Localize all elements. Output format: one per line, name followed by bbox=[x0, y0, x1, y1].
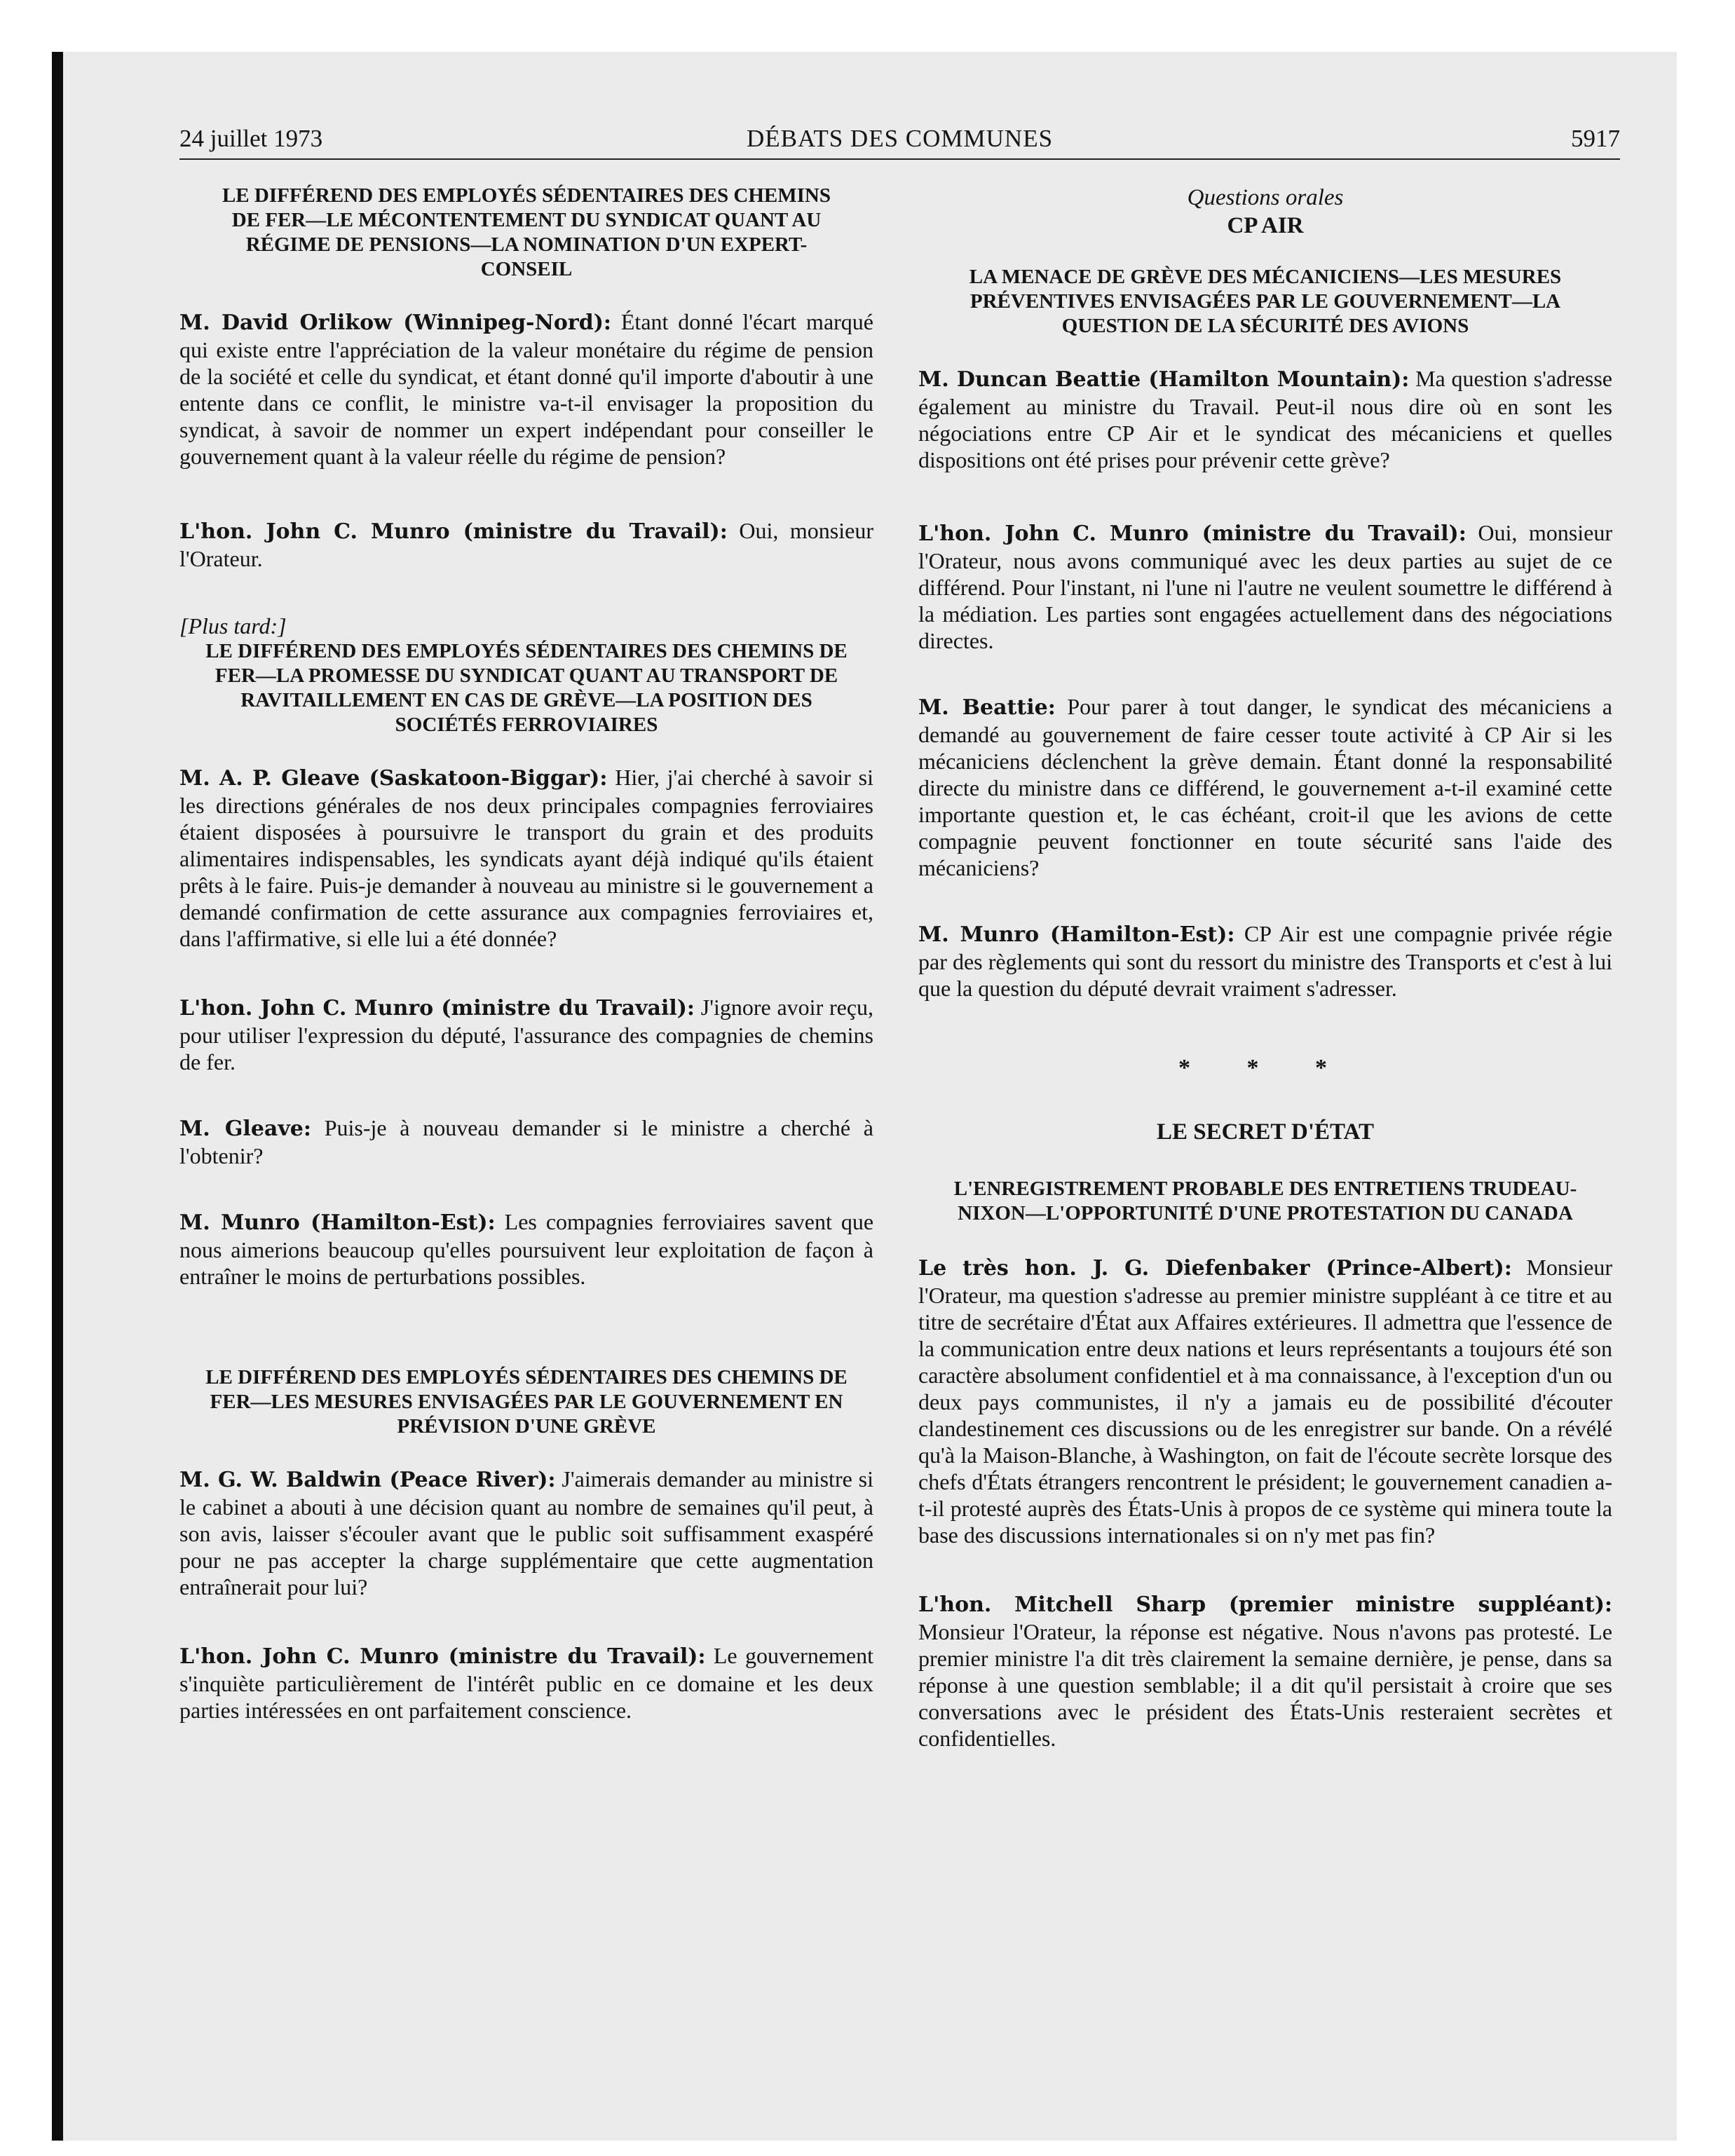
paragraph-text: Ma question s'adresse également au ministre du Travail. Peut-il nous dire où en sont les négociations entre CP Air et le syndicat des mécaniciens et quelles dispositions ont été prises pour prévenir cette grève? bbox=[918, 366, 1612, 472]
later-note: [Plus tard:] bbox=[179, 613, 287, 639]
section-separator: * * * bbox=[1178, 1055, 1352, 1081]
speaker-name: L'hon. John C. Munro (ministre du Travail): bbox=[179, 996, 695, 1021]
question-paragraph bbox=[918, 365, 1612, 473]
speaker-name: Le très hon. J. G. Diefenbaker (Prince-Albert): bbox=[918, 1256, 1512, 1281]
question-paragraph bbox=[179, 1466, 873, 1600]
answer-paragraph bbox=[179, 1208, 873, 1290]
section-title: CP AIR bbox=[1227, 213, 1304, 238]
paragraph-text: J'aimerais demander au ministre si le cabinet a abouti à une décision quant au nombre de semaines qu'il peut, à son avis, laisser s'écouler avant que le public soit suffisamment exaspéré pour ne pas accepter la charge supplémentaire que cette augmentation entraînerait pour lui? bbox=[179, 1466, 874, 1599]
answer-paragraph bbox=[918, 920, 1612, 1002]
answer-paragraph bbox=[179, 517, 873, 572]
speaker-name: M. A. P. Gleave (Saskatoon-Biggar): bbox=[179, 766, 608, 791]
paragraph-text: Le gouvernement s'inquiète particulièrement de l'intérêt public en ce domaine et les deux parties intéressées en ont parfaitement conscience. bbox=[179, 1643, 873, 1723]
speaker-name: M. David Orlikow (Winnipeg-Nord): bbox=[179, 311, 611, 335]
header-publication: DÉBATS DES COMMUNES bbox=[746, 125, 1054, 152]
speaker-name: M. Munro (Hamilton-Est): bbox=[918, 922, 1235, 947]
answer-paragraph bbox=[918, 519, 1612, 654]
speaker-name: M. Beattie: bbox=[918, 695, 1056, 720]
paragraph-text: Les compagnies ferroviaires savent que nous aimerions beaucoup qu'elles poursuivent leur exploitation de façon à entraîner le moins de perturbations possibles. bbox=[179, 1209, 874, 1289]
answer-paragraph bbox=[179, 994, 873, 1075]
paragraph-text: Pour parer à tout danger, le syndicat des mécaniciens a demandé au gouvernement de faire cesser toute activité à CP Air si les mécaniciens déclenchent la grève demain. Étant donné la responsabilité directe du ministre dans ce différend, le gouvernement a-t-il examiné cette importante question et, le cas échéant, croit-il que les avions de cette compagnie peuvent fonctionner en toute sécurité sans l'aide des mécaniciens? bbox=[918, 694, 1613, 880]
question-paragraph bbox=[918, 693, 1612, 881]
question-paragraph bbox=[918, 1254, 1612, 1548]
paragraph-text: Monsieur l'Orateur, ma question s'adresse au premier ministre suppléant à ce titre et au titre de secrétaire d'État aux Affaires extérieures. Il admettra que l'essence de la communication entre deux nations et leurs représentants a toujours été son caractère absolument confidentiel et à ma connaissance, à l'exception d'un ou deux pays communistes, il n'y a jamais eu de possibilité d'écouter clandestinement ces discussions ou de les enregistrer sur bande. On a révélé qu'à la Maison-Blanche, à Washington, on fait de l'écoute secrète lorsque des chefs d'États étrangers rencontrent le président; le gouvernement canadien a-t-il protesté auprès des États-Unis à propos de ce système qui minera toute la base des discussions internationales si on n'y met pas fin? bbox=[918, 1255, 1612, 1548]
left-column bbox=[179, 184, 873, 1724]
speaker-name: L'hon. John C. Munro (ministre du Travail): bbox=[179, 519, 728, 544]
section-title: LE SECRET D'ÉTAT bbox=[1157, 1119, 1374, 1145]
question-paragraph bbox=[179, 1114, 873, 1169]
answer-paragraph bbox=[179, 1642, 873, 1724]
subheading: LE DIFFÉREND DES EMPLOYÉS SÉDENTAIRES DES CHEMINS DE FER—LA PROMESSE DU SYNDICAT QUANT AU TRANSPORT DE RAVITAILLEMENT EN CAS DE GRÈVE—LA POSITION DES SOCIÉTÉS FERROVIAIRES bbox=[205, 640, 848, 736]
paragraph-text: Hier, j'ai cherché à savoir si les directions générales de nos deux principales compagnies ferroviaires étaient disposées à poursuivre le transport du grain et des produits alimentaires indispensables, les syndicats ayant déjà indiqué qu'ils étaient prêts à le faire. Puis-je demander à nouveau au ministre si le gouvernement a demandé confirmation de cette assurance aux compagnies ferroviaires et, dans l'affirmative, si elle lui a été donnée? bbox=[179, 765, 873, 951]
paragraph-text: J'ignore avoir reçu, pour utiliser l'expression du député, l'assurance des compagnies de chemins de fer. bbox=[179, 995, 874, 1074]
speaker-name: M. Gleave: bbox=[179, 1117, 311, 1141]
answer-paragraph bbox=[918, 1590, 1612, 1752]
rubric: Questions orales bbox=[1187, 185, 1344, 210]
subheading: L'ENREGISTREMENT PROBABLE DES ENTRETIENS TRUDEAU-NIXON—L'OPPORTUNITÉ D'UNE PROTESTATION DU CANADA bbox=[953, 1178, 1577, 1224]
question-paragraph bbox=[179, 308, 873, 470]
header-date: 24 juillet 1973 bbox=[179, 125, 323, 152]
page-header bbox=[179, 122, 1620, 160]
paragraph-text: CP Air est une compagnie privée régie par des règlements qui sont du ressort du ministre des Transports et c'est à lui que la question du député devrait vraiment s'adresser. bbox=[918, 921, 1613, 1001]
header-page-number: 5917 bbox=[1571, 125, 1620, 152]
subheading: LA MENACE DE GRÈVE DES MÉCANICIENS—LES MESURES PRÉVENTIVES ENVISAGÉES PAR LE GOUVERNEMENT—LA QUESTION DE LA SÉCURITÉ DES AVIONS bbox=[969, 266, 1562, 337]
paragraph-text: Monsieur l'Orateur, la réponse est négative. Nous n'avons pas protesté. Le premier ministre l'a dit très clairement la semaine dernière, je pense, dans sa réponse à une question semblable; il a dit qu'il persistait à croire que ses conversations avec le président des États-Unis resteraient secrètes et confidentielles. bbox=[918, 1619, 1612, 1751]
right-column bbox=[918, 184, 1612, 1752]
subheading: LE DIFFÉREND DES EMPLOYÉS SÉDENTAIRES DES CHEMINS DE FER—LES MESURES ENVISAGÉES PAR LE GOUVERNEMENT EN PRÉVISION D'UNE GRÈVE bbox=[205, 1366, 848, 1438]
question-paragraph bbox=[179, 764, 873, 952]
paragraph-text: Étant donné l'écart marqué qui existe entre l'appréciation de la valeur monétaire du régime de pension de la société et celle du syndicat, et étant donné qu'il importe d'aboutir à une entente dans ce conflit, le ministre va-t-il envisager la proposition du syndicat, à savoir de nommer un expert indépendant pour conseiller le gouvernement quant à la valeur réelle du régime de pension? bbox=[179, 309, 874, 469]
paragraph-text: Oui, monsieur l'Orateur. bbox=[179, 518, 874, 571]
speaker-name: L'hon. John C. Munro (ministre du Travail): bbox=[179, 1644, 706, 1669]
speaker-name: L'hon. John C. Munro (ministre du Travail): bbox=[918, 521, 1467, 546]
paragraph-text: Puis-je à nouveau demander si le ministre a cherché à l'obtenir? bbox=[179, 1115, 874, 1168]
subheading: LE DIFFÉREND DES EMPLOYÉS SÉDENTAIRES DES CHEMINS DE FER—LE MÉCONTENTEMENT DU SYNDICAT QUANT AU RÉGIME DE PENSIONS—LA NOMINATION D'UN EXPERT-CONSEIL bbox=[222, 184, 831, 280]
speaker-name: M. G. W. Baldwin (Peace River): bbox=[179, 1468, 556, 1492]
paragraph-text: Oui, monsieur l'Orateur, nous avons communiqué avec les deux parties au sujet de ce différend. Pour l'instant, ni l'une ni l'autre ne veulent soumettre le différend à la médiation. Les parties sont engagées actuellement dans des négociations directes. bbox=[918, 520, 1613, 653]
speaker-name: M. Duncan Beattie (Hamilton Mountain): bbox=[918, 367, 1410, 392]
speaker-name: M. Munro (Hamilton-Est): bbox=[179, 1210, 496, 1235]
speaker-name: L'hon. Mitchell Sharp (premier ministre suppléant): bbox=[918, 1592, 1612, 1617]
